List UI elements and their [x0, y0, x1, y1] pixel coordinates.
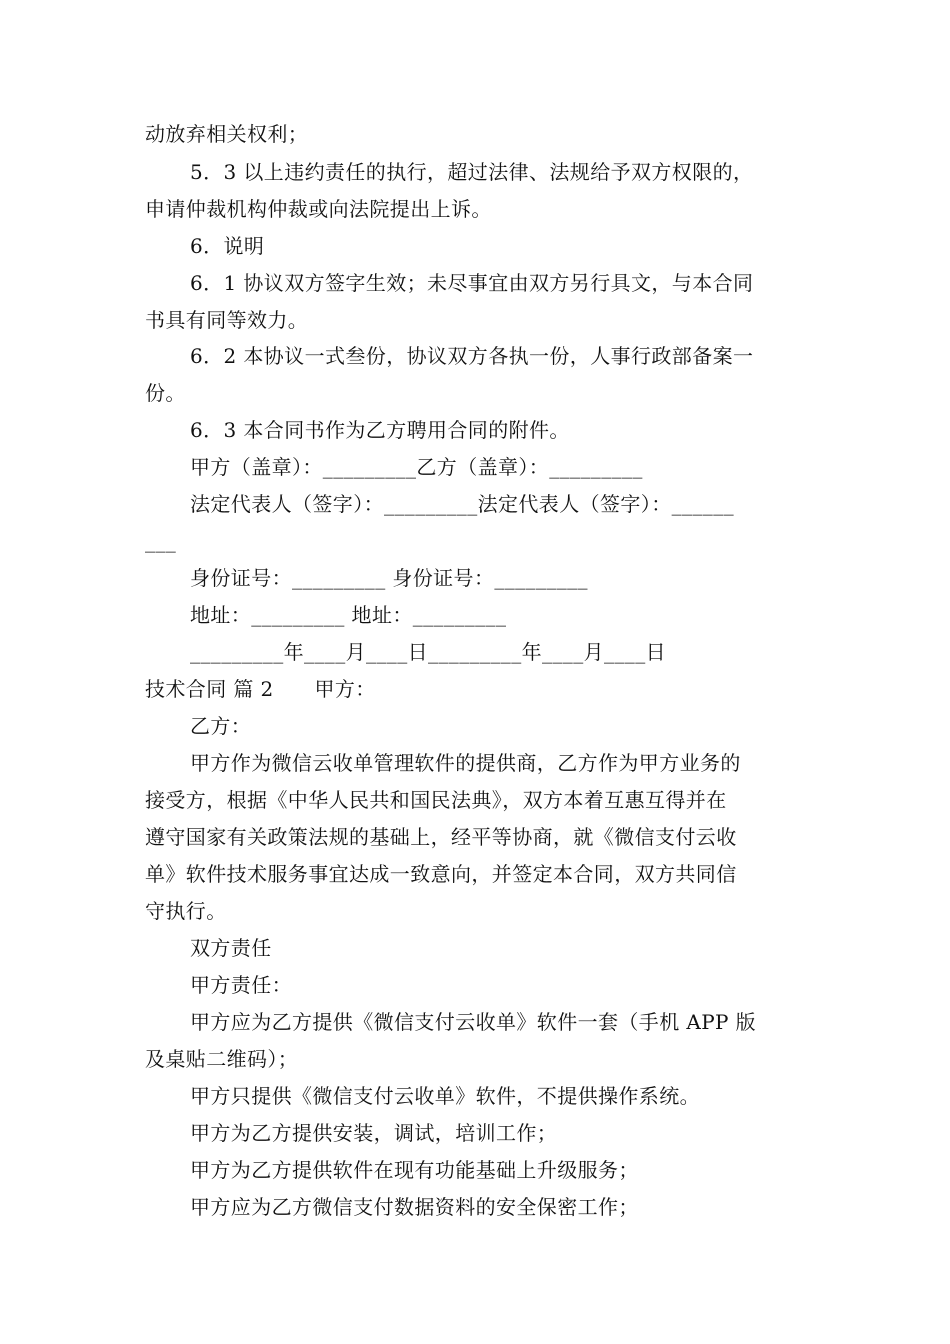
text-line: 甲方只提供《微信支付云收单》软件，不提供操作系统。 [190, 1084, 700, 1108]
text-line: 6．1 协议双方签字生效；未尽事宜由双方另行具文，与本合同 [190, 271, 754, 295]
text-line: 甲方作为微信云收单管理软件的提供商，乙方作为甲方业务的 [190, 751, 741, 775]
section-title: 技术合同 篇 2 甲方： [145, 677, 376, 701]
section-heading: 6．说明 [190, 234, 265, 258]
text-line: 单》软件技术服务事宜达成一致意向，并签定本合同，双方共同信 [145, 862, 737, 886]
text-line: 甲方责任： [190, 973, 292, 997]
text-line: 6．3 本合同书作为乙方聘用合同的附件。 [190, 418, 570, 442]
text-line: 份。 [145, 381, 186, 405]
text-line: 5．3 以上违约责任的执行，超过法律、法规给予双方权限的， [190, 160, 754, 184]
text-line: 甲方为乙方提供安装，调试，培训工作； [190, 1121, 558, 1145]
date-line: _________年____月____日_________年____月____日 [190, 640, 666, 664]
text-line: 甲方应为乙方微信支付数据资料的安全保密工作； [190, 1195, 639, 1219]
text-line: 6．2 本协议一式叁份，协议双方各执一份，人事行政部备案一 [190, 344, 754, 368]
text-line: 甲方应为乙方提供《微信支付云收单》软件一套（手机 APP 版 [190, 1010, 757, 1034]
text-line: 接受方，根据《中华人民共和国民法典》，双方本着互惠互得并在 [145, 788, 727, 812]
signature-line: ___ [145, 529, 177, 553]
signature-line: 甲方（盖章）：_________乙方（盖章）：_________ [190, 455, 643, 479]
text-line: 甲方为乙方提供软件在现有功能基础上升级服务； [190, 1158, 639, 1182]
signature-line: 身份证号：_________ 身份证号：_________ [190, 566, 588, 590]
text-line: 守执行。 [145, 899, 227, 923]
signature-line: 地址：_________ 地址：_________ [190, 603, 507, 627]
text-line: 及桌贴二维码）； [145, 1047, 299, 1071]
signature-line: 法定代表人（签字）：_________法定代表人（签字）：______ [190, 492, 734, 516]
text-line: 书具有同等效力。 [145, 308, 309, 332]
text-line: 动放弃相关权利； [145, 122, 309, 146]
text-line: 遵守国家有关政策法规的基础上，经平等协商，就《微信支付云收 [145, 825, 737, 849]
text-line: 申请仲裁机构仲裁或向法院提出上诉。 [145, 197, 492, 221]
text-line: 乙方： [190, 714, 252, 738]
section-heading: 双方责任 [190, 936, 272, 960]
